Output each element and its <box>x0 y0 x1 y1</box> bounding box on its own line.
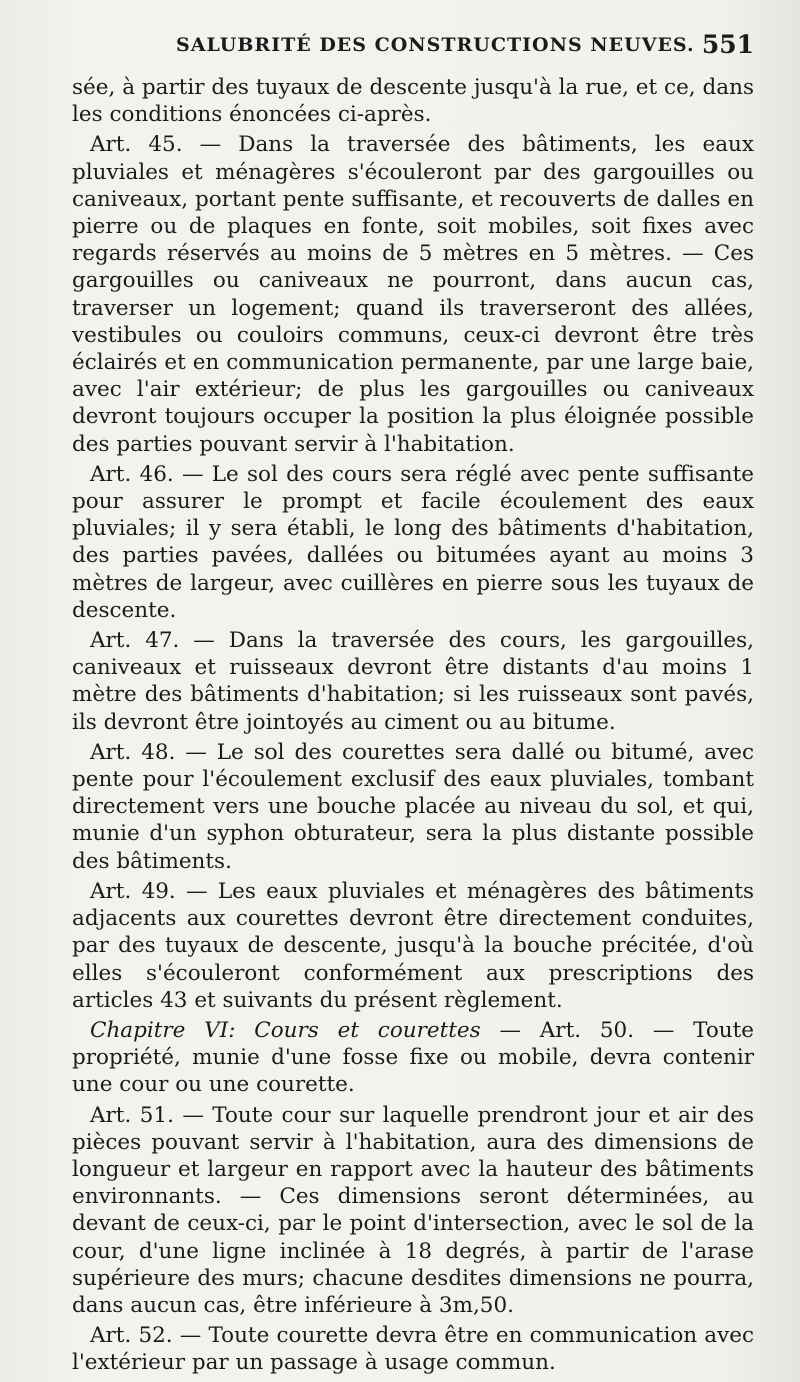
paragraph-art-52: Art. 52. — Toute courette devra être en communication avec l'extérieur par un passage à usage commun. <box>72 1323 754 1376</box>
paragraph-art-46: Art. 46. — Le sol des cours sera réglé avec pente suffisante pour assurer le prompt et facile écoulement des eaux pluviales; il y sera établi, le long des bâtiments d'habitation, des parties pavées, dallées ou bitumées ayant au moins 3 mètres de largeur, avec cuillères en pierre sous les tuyaux de descente. <box>72 461 754 623</box>
chapter-heading: Chapitre VI: Cours et courettes <box>90 1017 481 1043</box>
page-header <box>72 30 754 70</box>
paragraph-art-51: Art. 51. — Toute cour sur laquelle prendront jour et air des pièces pouvant servir à l'habitation, aura des dimensions de longueur et largeur en rapport avec la hauteur des bâtiments environnants. — Ces dimensions seront déterminées, au devant de ceux-ci, par le point d'intersection, avec le sol de la cour, d'une ligne inclinée à 18 degrés, à partir de l'arase supérieure des murs; chacune desdites dimensions ne pourra, dans aucun cas, être inférieure à 3m,50. <box>72 1102 754 1318</box>
body-text <box>72 74 754 1377</box>
paragraph-art-48: Art. 48. — Le sol des courettes sera dallé ou bitumé, avec pente pour l'écoulement exclusif des eaux pluviales, tombant directement vers une bouche placée au niveau du sol, et qui, munie d'un syphon obturateur, sera la plus distante possible des bâtiments. <box>72 739 754 874</box>
paragraph-continuation: sée, à partir des tuyaux de descente jusqu'à la rue, et ce, dans les conditions énoncées ci-après. <box>72 75 754 128</box>
paragraph-art-45: Art. 45. — Dans la traversée des bâtiments, les eaux pluviales et ménagères s'écouleront par des gargouilles ou caniveaux, portant pente suffisante, et recouverts de dalles en pierre ou de plaques en fonte, soit mobiles, soit fixes avec regards réservés au moins de 5 mètres en 5 mètres. — Ces gargouilles ou caniveaux ne pourront, dans aucun cas, traverser un logement; quand ils traverseront des allées, vestibules ou couloirs communs, ceux-ci devront être très éclairés et en communication permanente, par une large baie, avec l'air extérieur; de plus les gargouilles ou caniveaux devront toujours occuper la position la plus éloignée possible des parties pouvant servir à l'habitation. <box>72 132 754 457</box>
page-number: 551 <box>701 30 754 59</box>
running-title: SALUBRITÉ DES CONSTRUCTIONS NEUVES. <box>176 34 695 56</box>
paragraph-art-47: Art. 47. — Dans la traversée des cours, les gargouilles, caniveaux et ruisseaux devront être distants d'au moins 1 mètre des bâtiments d'habitation; si les ruisseaux sont pavés, ils devront être jointoyés au ciment ou au bitume. <box>72 628 754 735</box>
paragraph-art-50 <box>72 1017 754 1099</box>
paragraph-art-50-text: — Art. 50. — Toute propriété, munie d'une fosse fixe ou mobile, devra contenir une cour ou une courette. <box>72 1017 754 1098</box>
paragraph-art-49: Art. 49. — Les eaux pluviales et ménagères des bâtiments adjacents aux courettes devront être directement conduites, par des tuyaux de descente, jusqu'à la bouche précitée, d'où elles s'écouleront conformément aux prescriptions des articles 43 et suivants du présent règlement. <box>72 878 754 1013</box>
